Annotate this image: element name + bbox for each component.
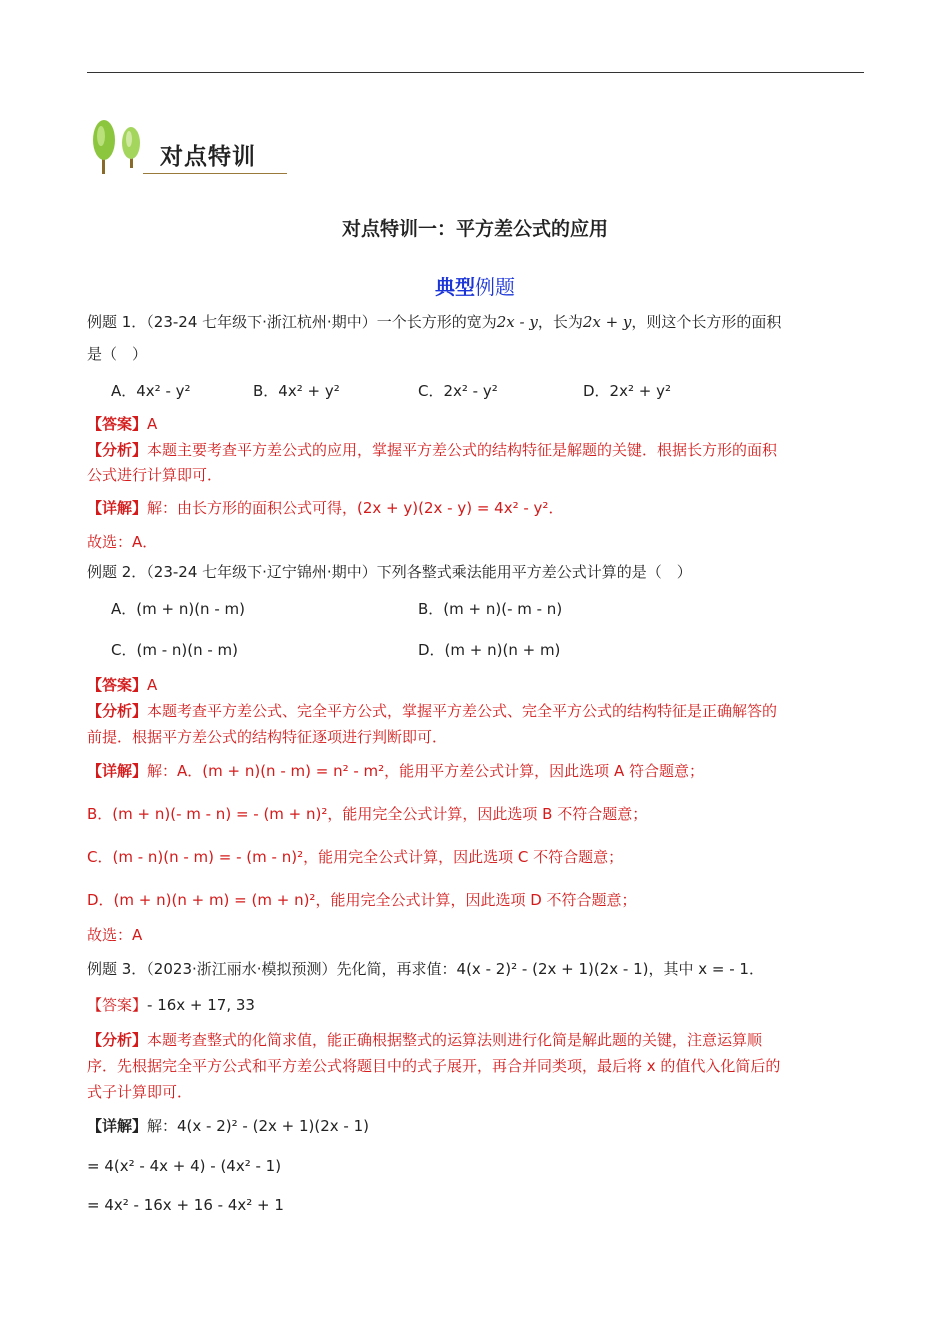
ex2-option-d: D．(m + n)(n + m) bbox=[418, 641, 561, 659]
ex2-analysis: 【分析】本题考查平方差公式、完全平方公式，掌握平方差公式、完全平方公式的结构特征是正确解答的 bbox=[87, 702, 778, 720]
subtitle-bold: 典型 bbox=[435, 275, 475, 299]
ex1-length: 2x + y bbox=[582, 313, 632, 331]
ex3-question: 例题 3．（2023·浙江丽水·模拟预测）先化简，再求值：4(x - 2)² - (2x + 1)(2x - 1)，其中 x = - 1． bbox=[87, 960, 764, 978]
ex2-detail-b: B．(m + n)(- m - n) = - (m + n)²，能用完全公式计算，因此选项 B 不符合题意； bbox=[87, 805, 648, 823]
ex3-analysis: 【分析】本题考查整式的化简求值，能正确根据整式的运算法则进行化简是解此题的关键，注意运算顺 bbox=[87, 1031, 763, 1049]
section-title: 对点特训一：平方差公式的应用 bbox=[341, 218, 608, 240]
ex1-width: 2x - y bbox=[496, 313, 538, 331]
ex2-option-b: B．(m + n)(- m - n) bbox=[418, 600, 563, 618]
ex2-option-c: C．(m - n)(n - m) bbox=[111, 641, 239, 659]
ex1-answer: 【答案】A bbox=[87, 415, 158, 433]
ex3-answer-value: - 16x + 17, 33 bbox=[147, 996, 255, 1014]
ex1-choose: 故选：A． bbox=[87, 533, 158, 551]
ex3-analysis-cont1: 序．先根据完全平方公式和平方差公式将题目中的式子展开，再合并同类项，最后将 x 的值代入化简后的 bbox=[87, 1057, 781, 1075]
ex2-choose: 故选：A bbox=[87, 926, 143, 944]
ex1-option-b: B．4x² + y² bbox=[253, 382, 340, 400]
ex3-detail-step1: 【详解】解：4(x - 2)² - (2x + 1)(2x - 1) bbox=[87, 1117, 369, 1135]
label-tag: 【答案】 bbox=[87, 415, 148, 433]
label-tag: 【详解】 bbox=[87, 1117, 148, 1135]
ex1-option-a: A．4x² - y² bbox=[111, 382, 191, 400]
ex1-option-c: C．2x² - y² bbox=[418, 382, 498, 400]
label-tag: 【分析】 bbox=[87, 1031, 148, 1049]
label-tag: 【详解】 bbox=[87, 499, 148, 517]
ex2-detail-d: D．(m + n)(n + m) = (m + n)²，能用完全公式计算，因此选项 D 不符合题意； bbox=[87, 891, 637, 909]
ex2-detail-c: C．(m - n)(n - m) = - (m - n)²，能用完全公式计算，因此选项 C 不符合题意； bbox=[87, 848, 624, 866]
ex1-analysis: 【分析】本题主要考查平方差公式的应用，掌握平方差公式的结构特征是解题的关键．根据长方形的面积 bbox=[87, 441, 778, 459]
ex3-analysis-cont2: 式子计算即可． bbox=[87, 1083, 193, 1101]
label-tag: 【答案】 bbox=[87, 676, 148, 694]
ex2-answer: 【答案】A bbox=[87, 676, 158, 694]
label-tag: 【分析】 bbox=[87, 441, 148, 459]
ex2-question: 例题 2．（23-24 七年级下·辽宁锦州·期中）下列各整式乘法能用平方差公式计算的是（ ） bbox=[87, 563, 692, 581]
section-subtitle bbox=[0, 271, 950, 300]
banner-title: 对点特训 bbox=[160, 144, 256, 170]
ex3-detail-step2: = 4(x² - 4x + 4) - (4x² - 1) bbox=[87, 1157, 282, 1175]
ex3-detail-step3: = 4x² - 16x + 16 - 4x² + 1 bbox=[87, 1196, 284, 1214]
ex2-analysis-cont: 前提．根据平方差公式的结构特征逐项进行判断即可． bbox=[87, 728, 448, 746]
ex1-analysis-cont: 公式进行计算即可． bbox=[87, 466, 223, 484]
ex1-option-d: D．2x² + y² bbox=[583, 382, 671, 400]
ex2-option-a: A．(m + n)(n - m) bbox=[111, 600, 245, 618]
label-tag: 【分析】 bbox=[87, 702, 148, 720]
label-tag: 【详解】 bbox=[87, 762, 148, 780]
banner-underline bbox=[143, 173, 287, 174]
subtitle-rest: 例题 bbox=[475, 275, 515, 299]
ex1-question: 例题 1．（23-24 七年级下·浙江杭州·期中）一个长方形的宽为2x - y，长为2x + y，则这个长方形的面积 bbox=[87, 313, 782, 331]
header-rule bbox=[87, 72, 864, 73]
ex2-detail-a: 【详解】解：A．(m + n)(n - m) = n² - m²，能用平方差公式计算，因此选项 A 符合题意； bbox=[87, 762, 704, 780]
ex1-question-cont: 是（ ） bbox=[87, 345, 148, 363]
ex3-answer: 【答案】- 16x + 17, 33 bbox=[87, 996, 255, 1014]
ex1-detail: 【详解】解：由长方形的面积公式可得，(2x + y)(2x - y) = 4x² - y²． bbox=[87, 499, 564, 517]
